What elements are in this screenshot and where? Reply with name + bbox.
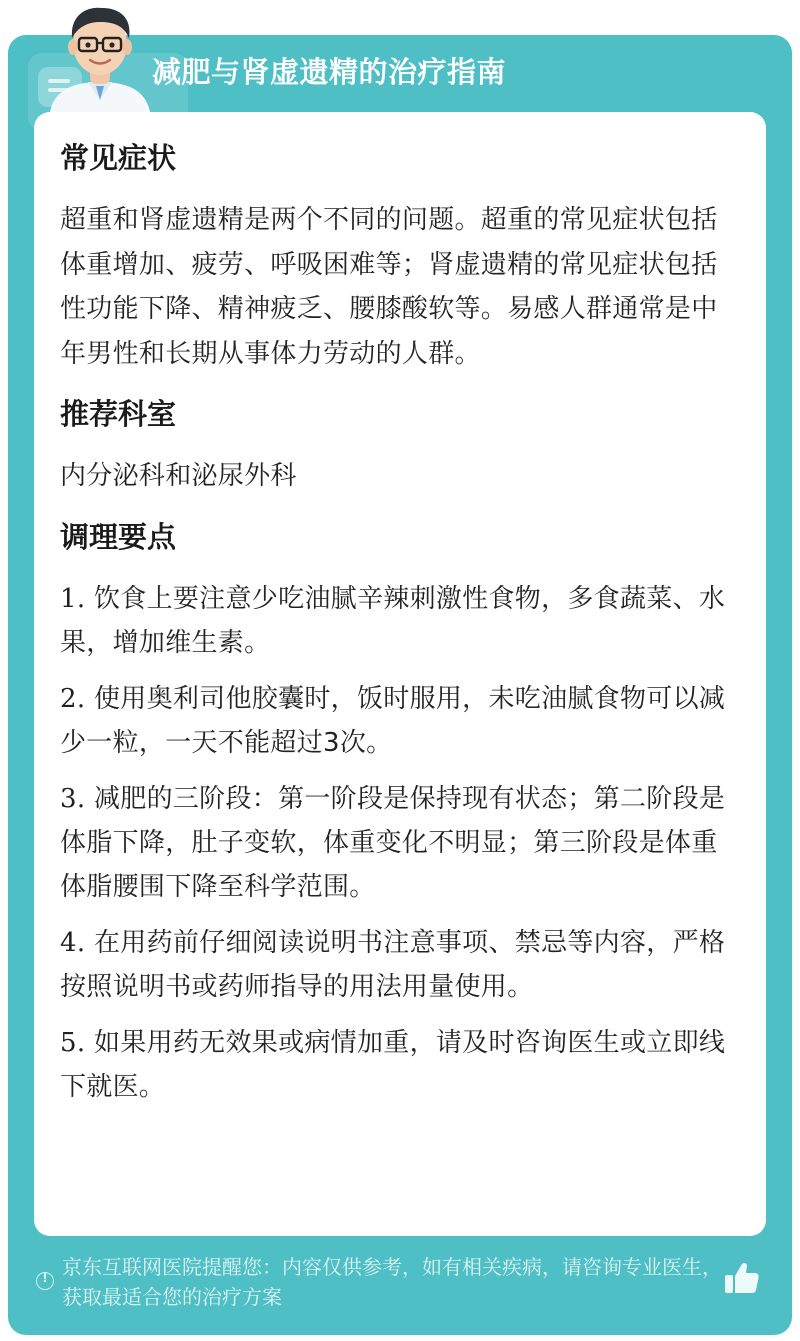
list-item-number: 1.: [60, 583, 86, 614]
list-item-text: 在用药前仔细阅读说明书注意事项、禁忌等内容，严格按照说明书或药师指导的用法用量使用。: [60, 927, 726, 1002]
section-title: 推荐科室: [60, 397, 177, 431]
list-item: [60, 921, 740, 1009]
thumbs-up-icon[interactable]: [722, 1260, 762, 1296]
doctor-avatar-icon: [40, 0, 160, 112]
section-text: 超重和肾虚遗精是两个不同的问题。超重的常见症状包括体重增加、疲劳、呼吸困难等；肾虚遗精的常见症状包括性功能下降、精神疲乏、腰膝酸软等。易感人群通常是中年男性和长期从事体力劳动的人群。: [60, 205, 718, 369]
section-department: [60, 390, 740, 499]
list-item: [60, 1021, 740, 1109]
list-item-text: 减肥的三阶段：第一阶段是保持现有状态；第二阶段是体脂下降，肚子变软，体重变化不明显；第三阶段是体重体脂腰围下降至科学范围。: [60, 783, 726, 902]
section-care-points: [60, 513, 740, 1109]
section-title: 调理要点: [60, 519, 177, 554]
list-item-text: 如果用药无效果或病情加重，请及时咨询医生或立即线下就医。: [60, 1027, 726, 1102]
section-title: 常见症状: [60, 141, 177, 175]
info-icon: [36, 1272, 54, 1290]
list-item: [60, 777, 740, 909]
disclaimer-footer: [36, 1252, 726, 1312]
list-item-number: 5.: [60, 1027, 86, 1058]
list-item-text: 使用奥利司他胶囊时，饭时服用，未吃油腻食物可以减少一粒，一天不能超过3次。: [60, 683, 726, 758]
list-item-number: 2.: [60, 683, 86, 714]
list-item: [60, 577, 740, 665]
list-item-text: 饮食上要注意少吃油腻辛辣刺激性食物，多食蔬菜、水果，增加维生素。: [60, 583, 726, 658]
list-item-number: 3.: [60, 783, 86, 814]
list-item: [60, 677, 740, 765]
disclaimer-text: 京东互联网医院提醒您：内容仅供参考，如有相关疾病，请咨询专业医生，获取最适合您的治疗方案: [62, 1255, 722, 1309]
section-text: 内分泌科和泌尿外科: [60, 461, 297, 491]
section-symptoms: [60, 134, 740, 376]
content-card: [34, 112, 766, 1236]
page-title: 减肥与肾虚遗精的治疗指南: [152, 55, 507, 89]
list-item-number: 4.: [60, 927, 86, 958]
